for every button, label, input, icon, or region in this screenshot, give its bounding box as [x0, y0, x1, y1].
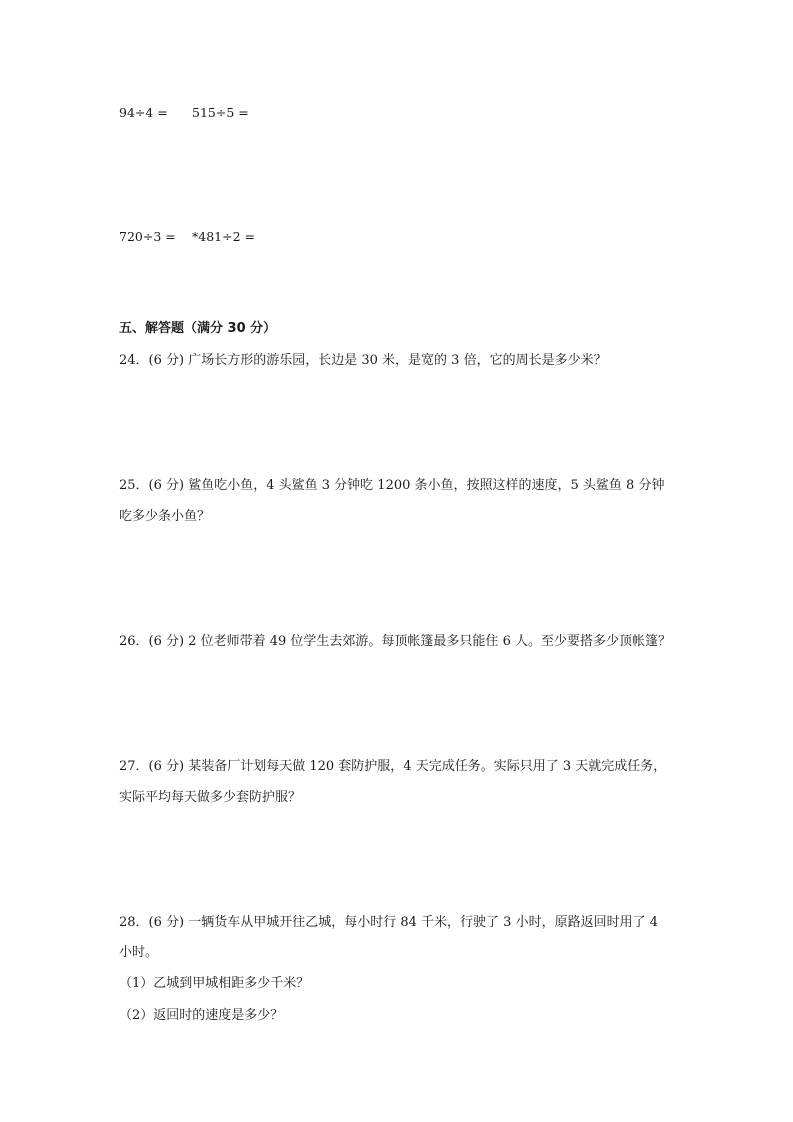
problem-25-line-1: 25．(6 分) 鲨鱼吃小鱼，4 头鲨鱼 3 分钟吃 1200 条小鱼，按照这样的速度，5 头鲨鱼 8 分钟: [119, 478, 665, 493]
calc-item-515-div-5: 515÷5 =: [192, 105, 249, 120]
calc-item-94-div-4: 94÷4 =: [119, 105, 168, 120]
calc-item-481-div-2: *481÷2 =: [192, 229, 255, 244]
problem-28-subquestion-1: （1）乙城到甲城相距多少千米？: [119, 976, 310, 991]
problem-26-line-1: 26．(6 分) 2 位老师带着 49 位学生去郊游。每顶帐篷最多只能住 6 人。至少要搭多少顶帐篷？: [119, 634, 671, 649]
problem-27-line-1: 27．(6 分) 某装备厂计划每天做 120 套防护服，4 天完成任务。实际只用了 3 天就完成任务，: [119, 759, 667, 774]
section-heading: 五、解答题（满分 30 分）: [119, 321, 277, 336]
calc-item-720-div-3: 720÷3 =: [119, 229, 176, 244]
problem-27-line-2: 实际平均每天做多少套防护服？: [119, 790, 302, 805]
problem-25-line-2: 吃多少条小鱼？: [119, 509, 211, 524]
problem-28-line-2: 小时。: [119, 945, 159, 960]
problem-28-subquestion-2: （2）返回时的速度是多少？: [119, 1008, 284, 1023]
problem-24-line-1: 24．(6 分) 广场长方形的游乐园，长边是 30 米，是宽的 3 倍，它的周长是多少米？: [119, 353, 607, 368]
problem-28-line-1: 28．(6 分) 一辆货车从甲城开往乙城，每小时行 84 千米，行驶了 3 小时，原路返回时用了 4: [119, 915, 658, 930]
